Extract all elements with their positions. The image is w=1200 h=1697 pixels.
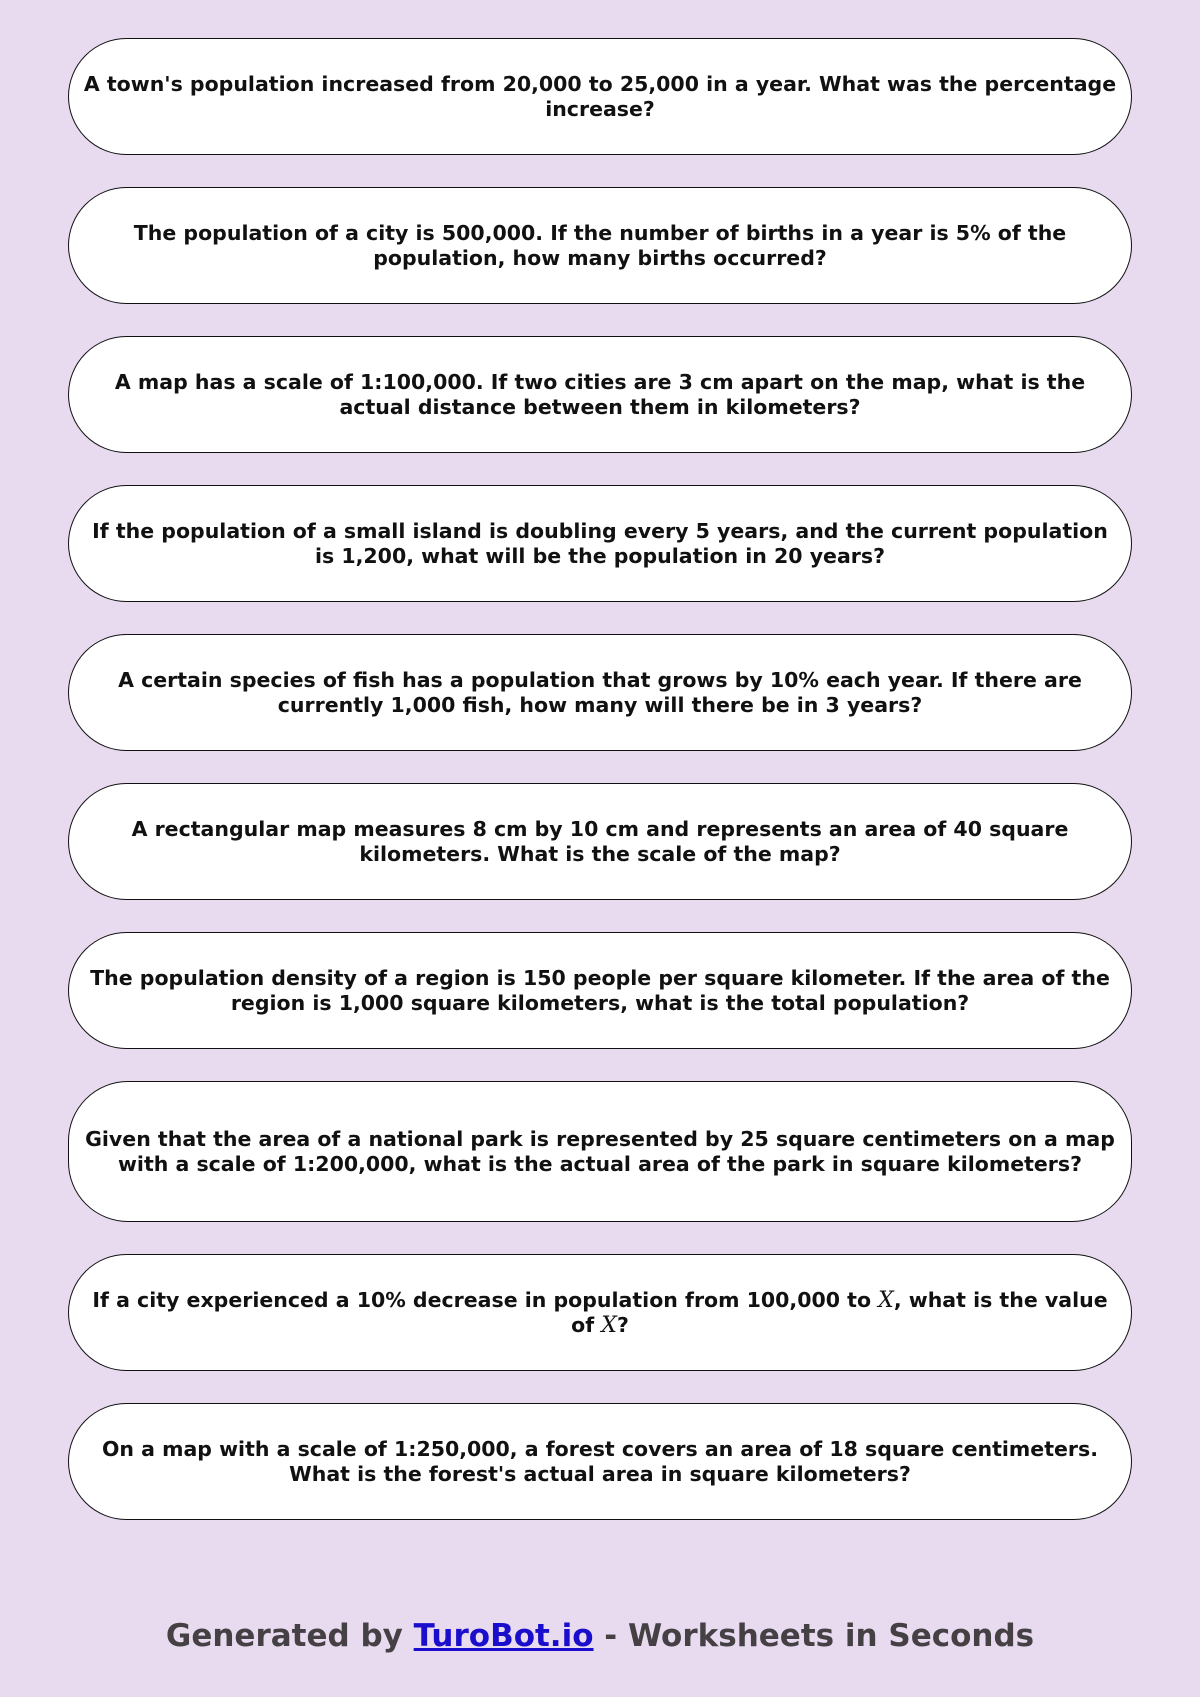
question-card xyxy=(68,485,1132,602)
question-card xyxy=(68,932,1132,1049)
question-text: The population density of a region is 150 people per square kilometer. If the area of the region is 1,000 square kilometers, what is the total population? xyxy=(90,965,1110,1015)
question-text xyxy=(83,1288,1117,1338)
question-text-part: , what is the value of xyxy=(571,1287,1108,1337)
question-card xyxy=(68,187,1132,304)
question-list xyxy=(68,38,1132,1520)
question-card xyxy=(68,634,1132,751)
question-text: A certain species of fish has a population that grows by 10% each year. If there are currently 1,000 fish, how many will there be in 3 years? xyxy=(118,667,1082,717)
question-card xyxy=(68,1254,1132,1371)
question-text: Given that the area of a national park is represented by 25 square centimeters on a map with a scale of 1:200,000, what is the actual area of the park in square kilometers? xyxy=(85,1126,1115,1176)
question-card xyxy=(68,1403,1132,1520)
question-text: A rectangular map measures 8 cm by 10 cm and represents an area of 40 square kilometers. What is the scale of the map? xyxy=(131,816,1069,866)
question-text-part: If a city experienced a 10% decrease in population from 100,000 to xyxy=(92,1287,879,1312)
question-text: On a map with a scale of 1:250,000, a forest covers an area of 18 square centimeters. What is the forest's actual area in square kilometers? xyxy=(101,1436,1098,1486)
question-text: A map has a scale of 1:100,000. If two cities are 3 cm apart on the map, what is the actual distance between them in kilometers? xyxy=(114,369,1086,419)
question-card xyxy=(68,336,1132,453)
footer-prefix: Generated by xyxy=(165,1618,414,1654)
question-card xyxy=(68,783,1132,900)
question-text: A town's population increased from 20,000 to 25,000 in a year. What was the percentage increase? xyxy=(83,71,1117,121)
footer-suffix: - Worksheets in Seconds xyxy=(593,1618,1035,1654)
question-card xyxy=(68,1081,1132,1222)
question-text: The population of a city is 500,000. If the number of births in a year is 5% of the population, how many births occurred? xyxy=(133,220,1067,270)
question-text: If the population of a small island is doubling every 5 years, and the current population is 1,200, what will be the population in 20 years? xyxy=(92,518,1108,568)
question-text-part: ? xyxy=(616,1312,629,1337)
variable-x: X xyxy=(878,1287,894,1313)
turobot-link[interactable]: TuroBot.io xyxy=(413,1618,594,1654)
footer xyxy=(0,1618,1200,1654)
question-card xyxy=(68,38,1132,155)
variable-x: X xyxy=(601,1312,617,1338)
